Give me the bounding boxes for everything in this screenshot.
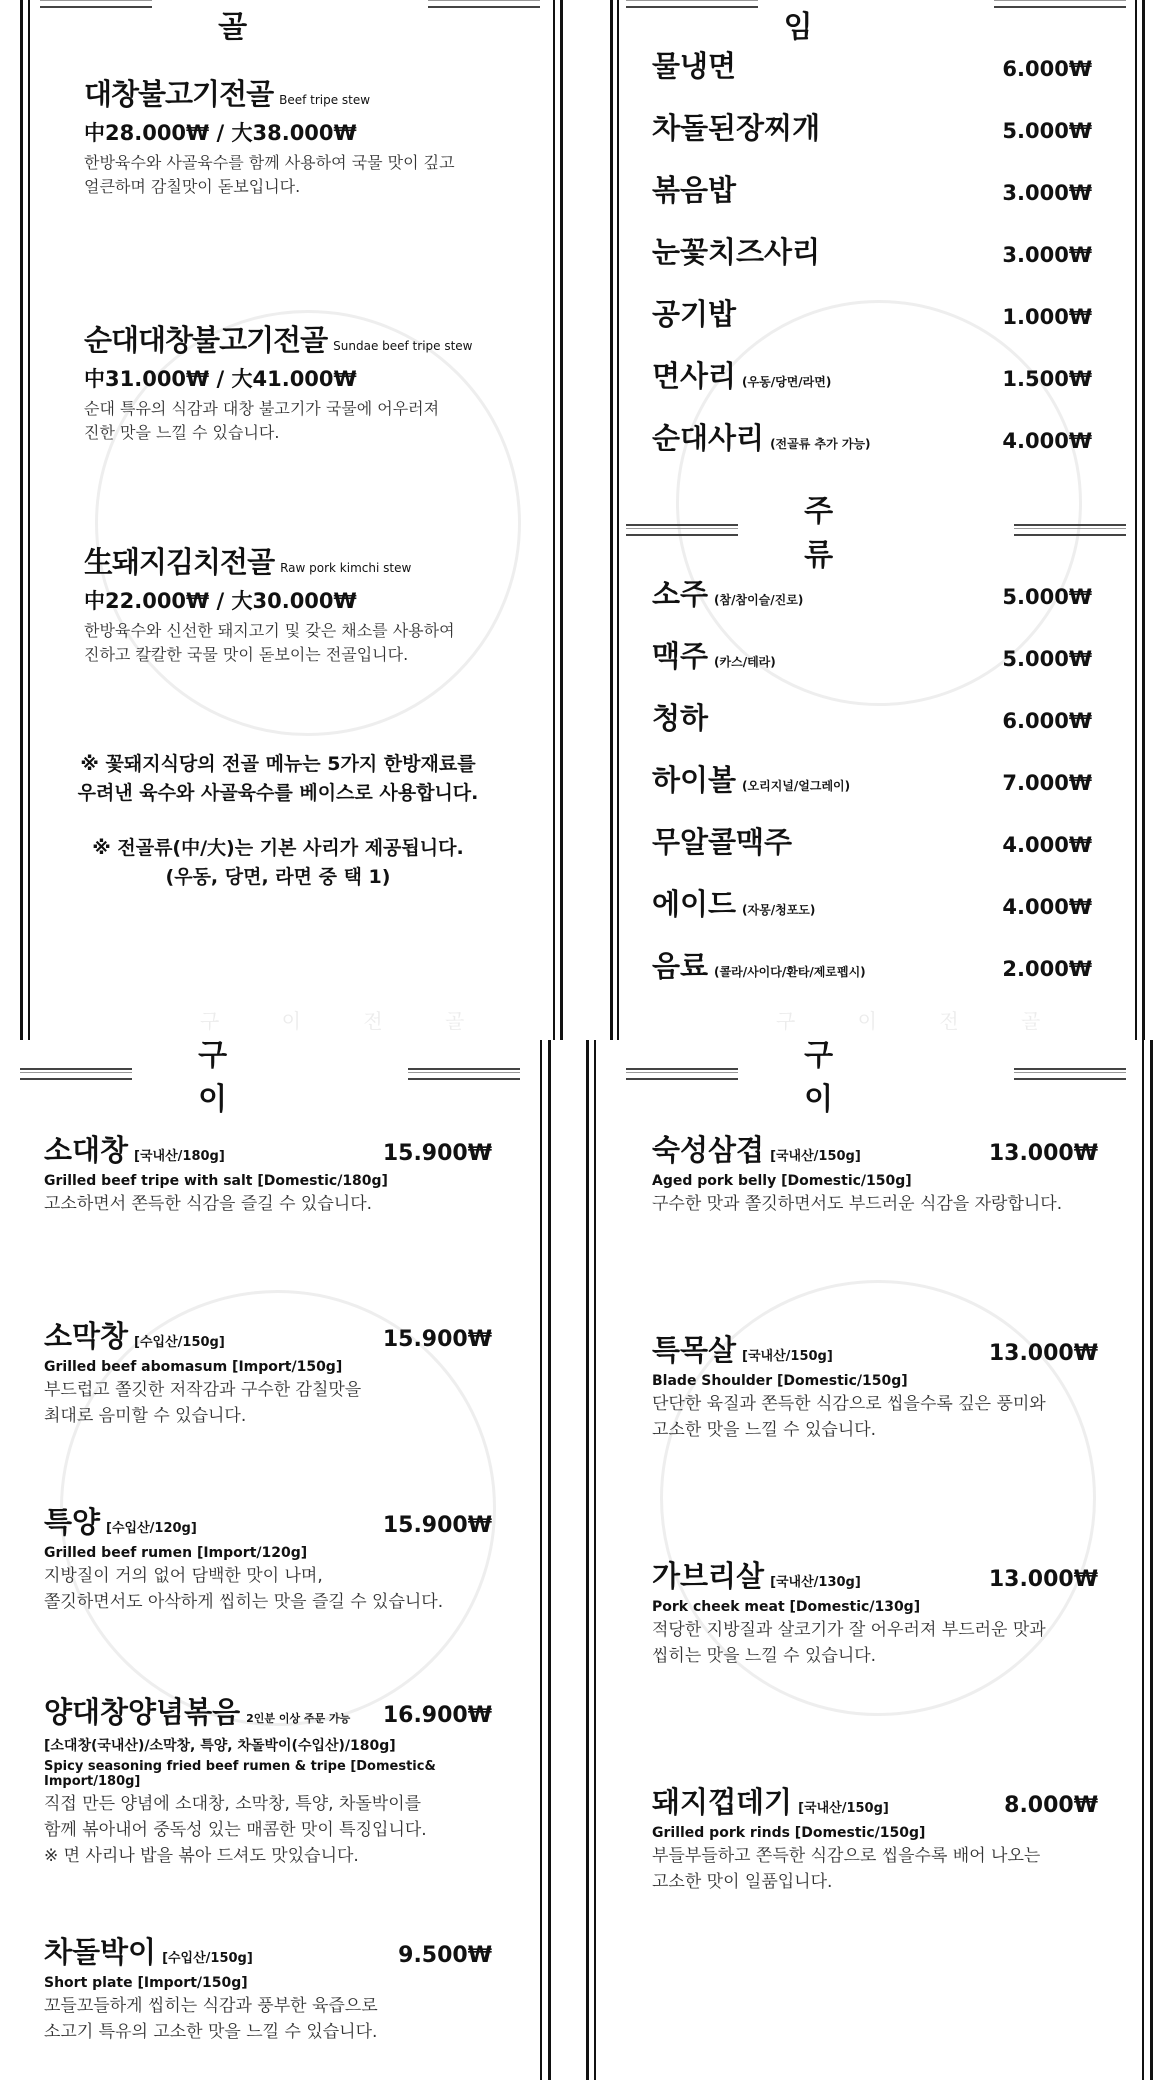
grill-name: 돼지껍데기 bbox=[652, 1785, 793, 1819]
grill-desc: 단단한 육질과 쫀득한 식감으로 씹을수록 깊은 풍미와 고소한 맛을 느낄 수 있습니다. bbox=[652, 1394, 1046, 1440]
drink-option: (콜라/사이다/환타/제로펩시) bbox=[714, 965, 866, 979]
side-price: 1.500₩ bbox=[1002, 367, 1092, 391]
frame-line-right-inner bbox=[1142, 1040, 1144, 2080]
drinks-heading-text: 주 류 bbox=[804, 494, 896, 573]
watermark-text: 구 이 전 골 bbox=[200, 1009, 493, 1033]
dish-price: 中28.000₩ / 大38.000₩ bbox=[84, 121, 357, 145]
grill-english: Blade Shoulder [Domestic/150g] bbox=[652, 1373, 908, 1389]
side-price: 1.000₩ bbox=[1002, 305, 1092, 329]
dish-name: 生돼지김치전골 bbox=[84, 545, 275, 579]
grill-origin: [수입산/120g] bbox=[106, 1521, 197, 1536]
grill-name: 숙성삼겹 bbox=[652, 1133, 765, 1167]
grill-english: Grilled beef tripe with salt [Domestic/180g] bbox=[44, 1173, 388, 1189]
stew-item bbox=[84, 540, 455, 667]
stew-note-noodles: ※ 전골류(中/大)는 기본 사리가 제공됩니다. (우동, 당면, 라면 중 택 1) bbox=[92, 837, 464, 888]
grill-price: 13.000₩ bbox=[988, 1341, 1098, 1366]
drink-price: 4.000₩ bbox=[1002, 833, 1092, 857]
drink-name: 청하 bbox=[652, 701, 709, 735]
heading-rule-left bbox=[626, 1068, 738, 1080]
grill-desc: 직접 만든 양념에 소대창, 소막창, 특양, 차돌박이를 함께 볶아내어 중독성 있는 매콤한 맛이 특징입니다. ※ 면 사리나 밥을 볶아 드셔도 맛있습니다. bbox=[44, 1794, 427, 1866]
grill-origin: [국내산/130g] bbox=[770, 1575, 861, 1590]
drinks-heading bbox=[626, 494, 1126, 573]
drink-item bbox=[652, 572, 1092, 613]
frame-line-left-outer bbox=[610, 0, 613, 1040]
grill-item bbox=[652, 1554, 1098, 1669]
drink-option: (오리지널/얼그레이) bbox=[742, 779, 851, 793]
dish-english: Sundae beef tripe stew bbox=[333, 339, 473, 353]
heading-rule-right bbox=[428, 0, 540, 8]
frame-line-right-inner bbox=[1135, 0, 1137, 1040]
grill-origin: [국내산/150g] bbox=[770, 1149, 861, 1164]
drink-name: 무알콜맥주 bbox=[652, 825, 793, 859]
side-name: 눈꽃치즈사리 bbox=[652, 235, 821, 269]
grill-item bbox=[652, 1328, 1098, 1443]
drink-option: (참/참이슬/진로) bbox=[714, 593, 804, 607]
stew-note-broth: ※ 꽃돼지식당의 전골 메뉴는 5가지 한방재료를 우려낸 육수와 사골육수를 베이스로 사용합니다. bbox=[77, 753, 479, 804]
grill-english: Short plate [Import/150g] bbox=[44, 1975, 248, 1991]
grill-name: 차돌박이 bbox=[44, 1935, 157, 1969]
frame-line-right-outer bbox=[1142, 0, 1145, 1040]
grill-desc: 부들부들하고 쫀득한 식감으로 씹을수록 배어 나오는 고소한 맛이 일품입니다. bbox=[652, 1846, 1041, 1892]
grill-price: 16.900₩ bbox=[382, 1703, 492, 1728]
dish-desc: 한방육수와 사골육수를 함께 사용하여 국물 맛이 깊고 얼큰하며 감칠맛이 돋보입니다. bbox=[84, 153, 455, 196]
heading-rule-right bbox=[994, 0, 1126, 8]
grill-origin: [수입산/150g] bbox=[162, 1951, 253, 1966]
grill-price: 15.900₩ bbox=[382, 1141, 492, 1166]
heading-rule-right bbox=[408, 1068, 520, 1080]
drink-item bbox=[652, 758, 1092, 799]
grill-item bbox=[652, 1128, 1098, 1217]
side-name: 공기밥 bbox=[652, 297, 737, 331]
side-name: 면사리 bbox=[652, 359, 737, 393]
stew-item bbox=[84, 318, 473, 445]
stew-item bbox=[84, 72, 455, 199]
frame-line-right-inner bbox=[540, 1040, 542, 2080]
frame-line-right-outer bbox=[548, 1040, 551, 2080]
side-option: (전골류 추가 가능) bbox=[770, 437, 871, 451]
side-price: 5.000₩ bbox=[1002, 119, 1092, 143]
grill-item bbox=[44, 1314, 492, 1429]
side-option: (우동/당면/라면) bbox=[742, 375, 832, 389]
frame-line-left-inner bbox=[594, 1040, 596, 2080]
side-item bbox=[652, 44, 1092, 85]
grill-item bbox=[44, 1500, 492, 1615]
side-price: 3.000₩ bbox=[1002, 181, 1092, 205]
grill-desc: 고소하면서 쫀득한 식감을 즐길 수 있습니다. bbox=[44, 1194, 373, 1214]
drink-price: 5.000₩ bbox=[1002, 585, 1092, 609]
side-price: 3.000₩ bbox=[1002, 243, 1092, 267]
drink-price: 5.000₩ bbox=[1002, 647, 1092, 671]
grill-left-heading-text: 구 이 bbox=[198, 1038, 290, 1117]
sides-heading bbox=[626, 0, 1126, 45]
grill-composition: [소대창(국내산)/소막창, 특양, 차돌박이(수입산)/180g] bbox=[44, 1738, 396, 1754]
frame-line-left-inner bbox=[617, 0, 619, 1040]
stew-panel bbox=[0, 0, 574, 1040]
grill-name: 소막창 bbox=[44, 1319, 129, 1353]
grill-desc: 꼬들꼬들하게 씹히는 식감과 풍부한 육즙으로 소고기 특유의 고소한 맛을 느낄 수 있습니다. bbox=[44, 1996, 378, 2042]
grill-desc: 적당한 지방질과 살코기가 잘 어우러져 부드러운 맛과 씹히는 맛을 느낄 수 있습니다. bbox=[652, 1620, 1046, 1666]
dish-english: Beef tripe stew bbox=[279, 93, 371, 107]
dish-price: 中22.000₩ / 大30.000₩ bbox=[84, 589, 357, 613]
drink-price: 7.000₩ bbox=[1002, 771, 1092, 795]
drink-item bbox=[652, 882, 1092, 923]
watermark-text: 구 이 전 골 bbox=[776, 1009, 1069, 1033]
frame-line-right-outer bbox=[1150, 1040, 1153, 2080]
grill-right-heading bbox=[626, 1038, 1126, 1117]
drink-item bbox=[652, 634, 1092, 675]
side-price: 4.000₩ bbox=[1002, 429, 1092, 453]
grill-desc: 부드럽고 쫄깃한 저작감과 구수한 감칠맛을 최대로 음미할 수 있습니다. bbox=[44, 1380, 362, 1426]
dish-price: 中31.000₩ / 大41.000₩ bbox=[84, 367, 357, 391]
grill-origin: [국내산/150g] bbox=[798, 1801, 889, 1816]
grill-order-note: 2인분 이상 주문 가능 bbox=[246, 1712, 351, 1725]
side-item bbox=[652, 416, 1092, 457]
grill-price: 13.000₩ bbox=[988, 1141, 1098, 1166]
drink-item bbox=[652, 696, 1092, 737]
drink-price: 6.000₩ bbox=[1002, 709, 1092, 733]
side-item bbox=[652, 168, 1092, 209]
side-item bbox=[652, 106, 1092, 147]
frame-line-left-outer bbox=[586, 1040, 589, 2080]
heading-rule-left bbox=[626, 0, 758, 8]
drink-name: 소주 bbox=[652, 577, 709, 611]
grill-price: 15.900₩ bbox=[382, 1327, 492, 1352]
grill-name: 특목살 bbox=[652, 1333, 737, 1367]
grill-english: Aged pork belly [Domestic/150g] bbox=[652, 1173, 912, 1189]
grill-desc: 구수한 맛과 쫄깃하면서도 부드러운 식감을 자랑합니다. bbox=[652, 1194, 1063, 1214]
dish-desc: 순대 특유의 식감과 대창 불고기가 국물에 어우러져 진한 맛을 느낄 수 있습니다. bbox=[84, 399, 440, 442]
frame-line-right-outer bbox=[560, 0, 563, 1040]
drink-name: 에이드 bbox=[652, 887, 737, 921]
grill-origin: [국내산/150g] bbox=[742, 1349, 833, 1364]
heading-rule-left bbox=[40, 0, 152, 8]
grill-origin: [국내산/180g] bbox=[134, 1149, 225, 1164]
side-item bbox=[652, 230, 1092, 271]
dish-name: 대창불고기전골 bbox=[84, 77, 274, 111]
grill-english: Grilled beef abomasum [Import/150g] bbox=[44, 1359, 343, 1375]
drink-price: 2.000₩ bbox=[1002, 957, 1092, 981]
grill-english: Spicy seasoning fried beef rumen & tripe [Domestic& Import/180g] bbox=[44, 1759, 436, 1789]
drink-option: (카스/테라) bbox=[714, 655, 776, 669]
grill-left-heading bbox=[20, 1038, 520, 1117]
drink-option: (자몽/청포도) bbox=[742, 903, 816, 917]
heading-rule-right bbox=[1014, 524, 1126, 536]
side-name: 물냉면 bbox=[652, 49, 737, 83]
grill-price: 15.900₩ bbox=[382, 1513, 492, 1538]
heading-rule-right bbox=[1014, 1068, 1126, 1080]
grill-english: Grilled beef rumen [Import/120g] bbox=[44, 1545, 308, 1561]
grill-english: Grilled pork rinds [Domestic/150g] bbox=[652, 1825, 926, 1841]
side-name: 순대사리 bbox=[652, 421, 765, 455]
side-name: 볶음밥 bbox=[652, 173, 737, 207]
grill-price: 8.000₩ bbox=[1004, 1793, 1098, 1818]
grill-item bbox=[44, 1690, 492, 1869]
grill-price: 9.500₩ bbox=[398, 1943, 492, 1968]
grill-item bbox=[652, 1780, 1098, 1895]
drink-item bbox=[652, 944, 1092, 985]
dish-name: 순대대창불고기전골 bbox=[84, 323, 328, 357]
drink-name: 맥주 bbox=[652, 639, 709, 673]
grill-item bbox=[44, 1930, 492, 2045]
drink-price: 4.000₩ bbox=[1002, 895, 1092, 919]
heading-rule-left bbox=[626, 524, 738, 536]
grill-name: 양대창양념볶음 bbox=[44, 1695, 241, 1729]
stew-heading-text: 골 bbox=[218, 10, 310, 45]
grill-origin: [수입산/150g] bbox=[134, 1335, 225, 1350]
grill-desc: 지방질이 거의 없어 담백한 맛이 나며, 쫄깃하면서도 아삭하게 씹히는 맛을 즐길 수 있습니다. bbox=[44, 1566, 444, 1612]
heading-rule-left bbox=[20, 1068, 132, 1080]
drink-name: 하이볼 bbox=[652, 763, 737, 797]
grill-name: 소대창 bbox=[44, 1133, 129, 1167]
grill-name: 가브리살 bbox=[652, 1559, 765, 1593]
grill-price: 13.000₩ bbox=[988, 1567, 1098, 1592]
grill-item bbox=[44, 1128, 492, 1217]
side-item bbox=[652, 292, 1092, 333]
side-name: 차돌된장찌개 bbox=[652, 111, 821, 145]
dish-desc: 한방육수와 신선한 돼지고기 및 갖은 채소를 사용하여 진하고 칼칼한 국물 맛이 돋보이는 전골입니다. bbox=[84, 621, 455, 664]
grill-name: 특양 bbox=[44, 1505, 101, 1539]
stew-heading bbox=[40, 0, 540, 45]
drink-item bbox=[652, 820, 1092, 861]
grill-english: Pork cheek meat [Domestic/130g] bbox=[652, 1599, 921, 1615]
grill-right-heading-text: 구 이 bbox=[804, 1038, 896, 1117]
side-item bbox=[652, 354, 1092, 395]
dish-english: Raw pork kimchi stew bbox=[280, 561, 412, 575]
side-price: 6.000₩ bbox=[1002, 57, 1092, 81]
sides-heading-text: 임 bbox=[783, 10, 835, 45]
drink-name: 음료 bbox=[652, 949, 709, 983]
